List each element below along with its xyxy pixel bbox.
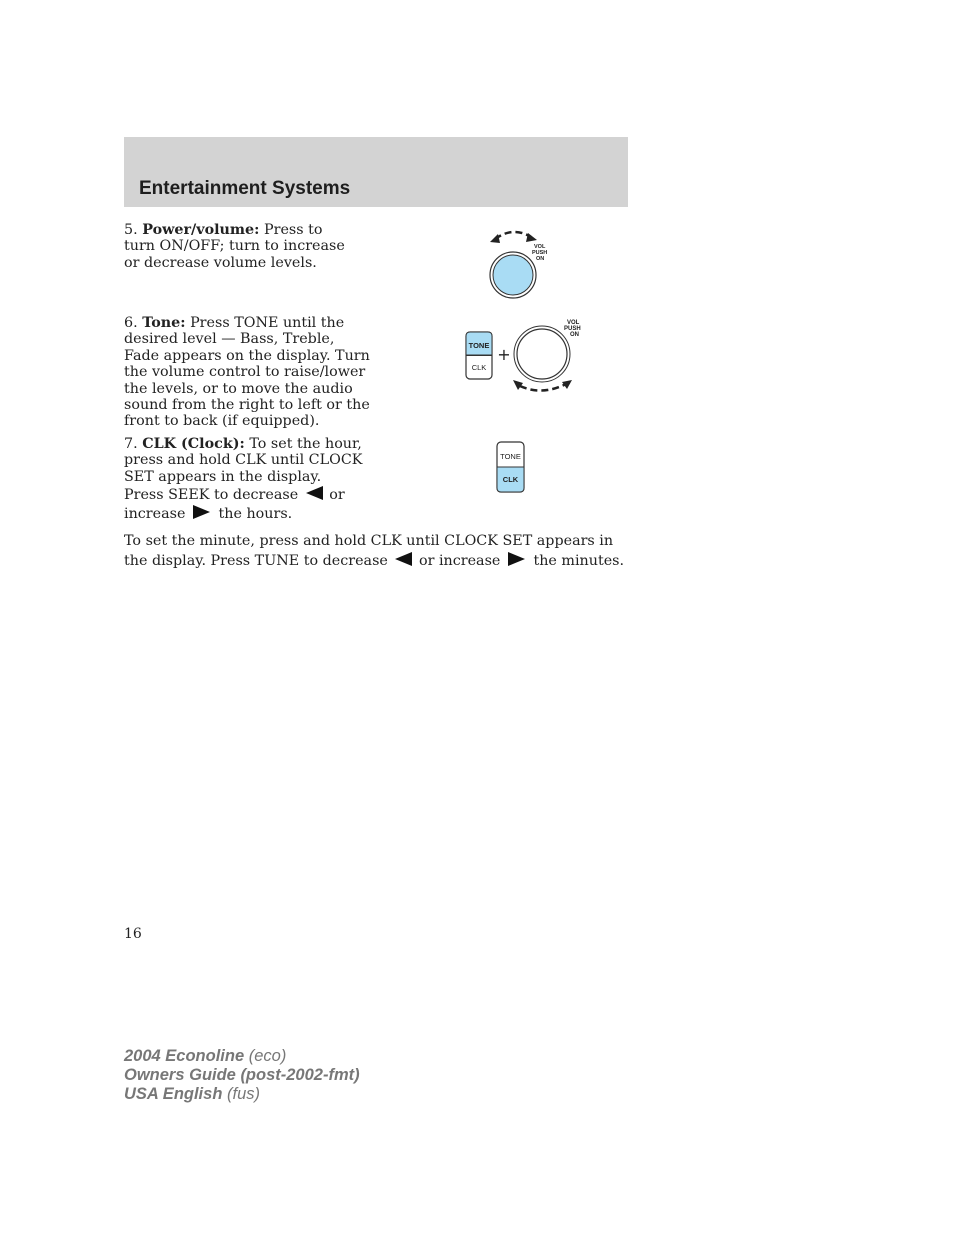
footer-model-code: (eco) <box>248 1047 287 1065</box>
plus-sign: + <box>497 345 511 364</box>
item-number: 7. <box>124 436 138 452</box>
minute-text-increase: or increase <box>418 553 501 569</box>
item-text-increase: increase <box>124 505 186 522</box>
right-arrow-icon <box>190 504 214 520</box>
clk-label: CLK <box>471 363 487 372</box>
minute-text-end: the minutes. <box>533 553 625 569</box>
section-title: Entertainment Systems <box>139 178 351 199</box>
item-term: Tone: <box>142 315 186 331</box>
footer-language-code: (fus) <box>227 1085 260 1103</box>
footer <box>124 1047 360 1104</box>
vol-label-1: VOL <box>567 320 580 326</box>
item-text: Press TONE until the desired level — Bass, Treble, Fade appears on the display. Turn the volume control to raise/lower the levels, or to move the audio sound from the right to left or the front to back (if equipped). <box>124 315 370 430</box>
footer-language: USA English <box>124 1085 223 1103</box>
vol-label-2: PUSH <box>564 326 581 332</box>
clk-label: CLK <box>502 475 519 484</box>
vol-label-2: PUSH <box>532 250 548 256</box>
item-tone <box>124 315 372 430</box>
left-arrow-icon <box>303 485 325 501</box>
item-term: Power/volume: <box>142 222 260 238</box>
item-text-hours: the hours. <box>218 505 293 522</box>
item-text: Press to turn ON/OFF; turn to increase or decrease volume levels. <box>124 222 345 271</box>
item-clock <box>124 436 364 522</box>
vol-label-3: ON <box>570 332 579 338</box>
page-number: 16 <box>124 926 142 942</box>
item-number: 6. <box>124 315 138 331</box>
footer-model: 2004 Econoline <box>124 1047 245 1065</box>
vol-label-1: VOL <box>534 244 546 250</box>
right-arrow-icon <box>505 551 529 567</box>
minute-paragraph <box>124 531 628 571</box>
clk-button-figure <box>494 440 528 494</box>
minute-text: To set the minute, press and hold CLK until CLOCK SET appears in the display. Press TUNE to decrease <box>124 533 614 569</box>
footer-guide: Owners Guide (post-2002-fmt) <box>124 1066 360 1084</box>
item-term: CLK (Clock): <box>142 436 245 452</box>
vol-label-3: ON <box>536 256 545 262</box>
tone-label: TONE <box>468 341 490 350</box>
volume-knob-figure <box>480 222 560 302</box>
tone-knob-figure <box>460 316 590 398</box>
left-arrow-icon <box>392 551 414 567</box>
item-number: 5. <box>124 222 138 238</box>
item-text-or: or <box>329 487 345 504</box>
item-text: To set the hour, press and hold CLK until CLOCK SET appears in the display. Press SEEK to decrease <box>124 436 363 504</box>
tone-label: TONE <box>500 452 521 461</box>
item-power-volume <box>124 222 356 271</box>
